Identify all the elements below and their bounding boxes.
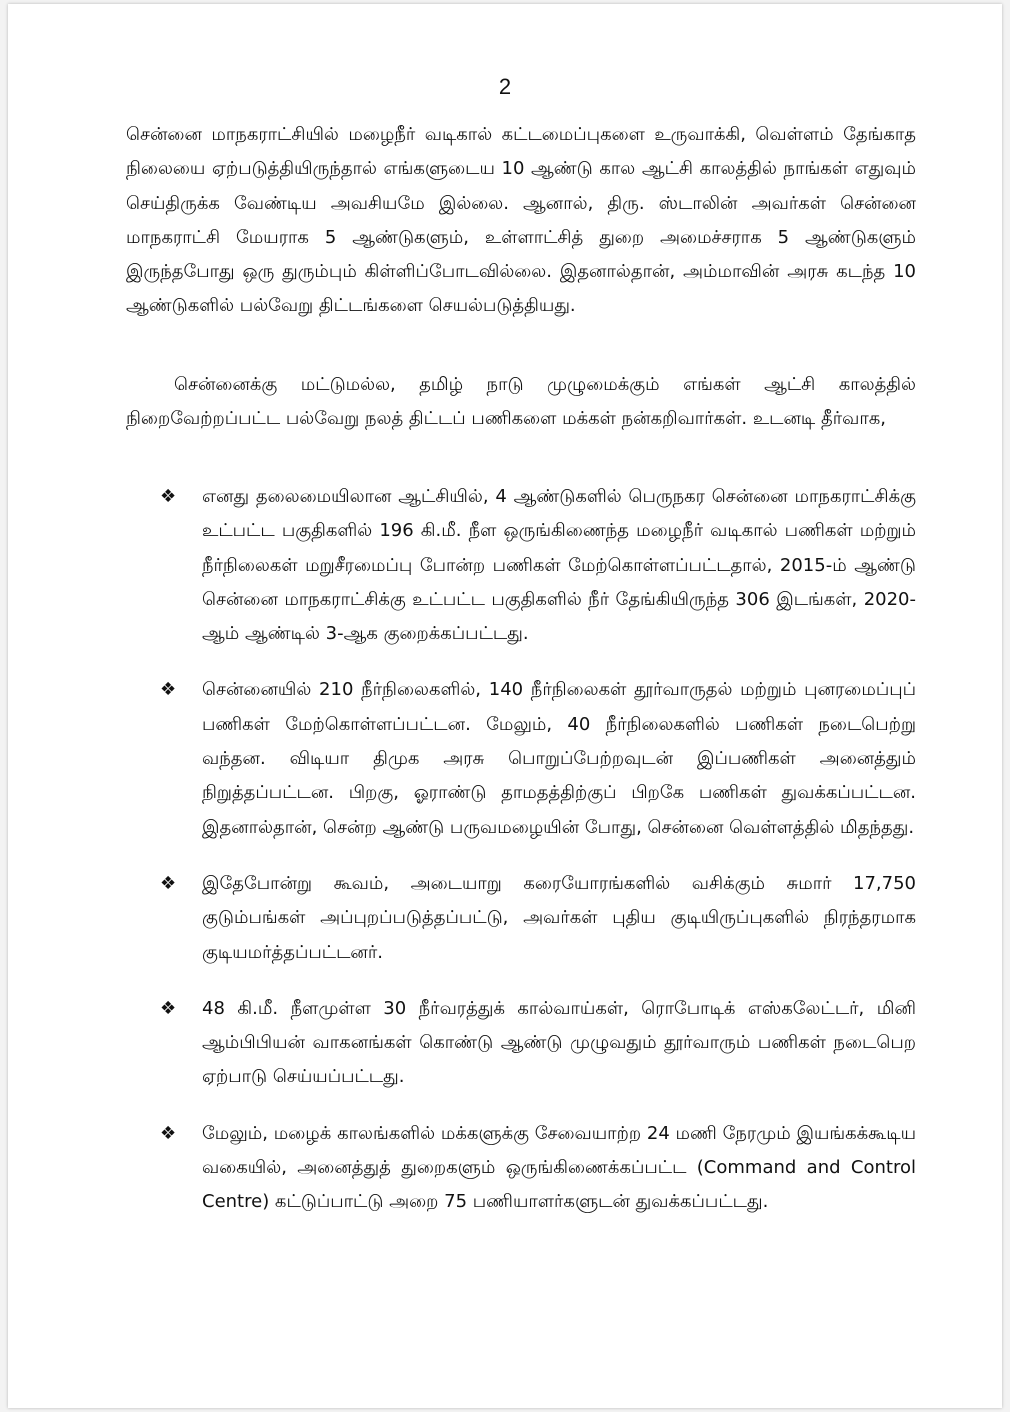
document-page (8, 4, 1002, 1408)
diamond-bullet-icon: ❖ (160, 872, 177, 894)
diamond-bullet-icon: ❖ (160, 679, 177, 701)
page-number: 2 (498, 74, 512, 99)
diamond-bullet-icon: ❖ (160, 997, 177, 1019)
bullet-item-3 (154, 867, 916, 970)
bullet-text-2: சென்னையில் 210 நீர்நிலைகளில், 140 நீர்நிலைகள் தூர்வாருதல் மற்றும் புனரமைப்புப் பணிகள் மேற்கொள்ளப்பட்டன. மேலும், 40 நீர்நிலைகளில் பணிகள் நடைபெற்று வந்தன. விடியா திமுக அரசு பொறுப்பேற்றவுடன் இப்பணிகள் அனைத்தும் நிறுத்தப்பட்டன. பிறகு, ஓராண்டு தாமதத்திற்குப் பிறகே பணிகள் துவக்கப்பட்டன. இதனால்தான், சென்ற ஆண்டு பருவமழையின் போது, சென்னை வெள்ளத்தில் மிதந்தது. (202, 679, 916, 838)
diamond-bullet-icon: ❖ (160, 1122, 177, 1144)
diamond-bullet-icon: ❖ (160, 486, 177, 507)
paragraph-2: சென்னைக்கு மட்டுமல்ல, தமிழ் நாடு முழுமைக்கும் எங்கள் ஆட்சி காலத்தில் நிறைவேற்றப்பட்ட பல்வேறு நலத் திட்டப் பணிகளை மக்கள் நன்கறிவார்கள். உடனடி தீர்வாக, (126, 374, 916, 430)
bullet-text-4: 48 கி.மீ. நீளமுள்ள 30 நீர்வரத்துக் கால்வாய்கள், ரொபோடிக் எஸ்கலேட்டர், மினி ஆம்பிபியன் வாகனங்கள் கொண்டு ஆண்டு முழுவதும் தூர்வாரும் பணிகள் நடைபெற ஏற்பாடு செய்யப்பட்டது. (202, 997, 916, 1088)
paragraph-1: சென்னை மாநகராட்சியில் மழைநீர் வடிகால் கட்டமைப்புகளை உருவாக்கி, வெள்ளம் தேங்காத நிலையை ஏற்படுத்தியிருந்தால் எங்களுடைய 10 ஆண்டு கால ஆட்சி காலத்தில் நாங்கள் எதுவும் செய்திருக்க வேண்டிய அவசியமே இல்லை. ஆனால், திரு. ஸ்டாலின் அவர்கள் சென்னை மாநகராட்சி மேயராக 5 ஆண்டுகளும், உள்ளாட்சித் துறை அமைச்சராக 5 ஆண்டுகளும் இருந்தபோது ஒரு துரும்பும் கிள்ளிப்போடவில்லை. இதனால்தான், அம்மாவின் அரசு கடந்த 10 ஆண்டுகளில் பல்வேறு திட்டங்களை செயல்படுத்தியது. (126, 124, 916, 317)
bullet-item-5 (154, 1117, 916, 1220)
bullet-text-5: மேலும், மழைக் காலங்களில் மக்களுக்கு சேவையாற்ற 24 மணி நேரமும் இயங்கக்கூடிய வகையில், அனைத்துத் துறைகளும் ஒருங்கிணைக்கப்பட்ட (Command and Control Centre) கட்டுப்பாட்டு அறை 75 பணியாளர்களுடன் துவக்கப்பட்டது. (202, 1122, 916, 1213)
bullet-text-3: இதேபோன்று கூவம், அடையாறு கரையோரங்களில் வசிக்கும் சுமார் 17,750 குடும்பங்கள் அப்புறப்படுத்தப்பட்டு, அவர்கள் புதிய குடியிருப்புகளில் நிரந்தரமாக குடியமர்த்தப்பட்டனர். (202, 872, 916, 963)
bullet-list (154, 480, 916, 1242)
bullet-item-2 (154, 673, 916, 844)
bullet-item-1 (154, 480, 916, 651)
bullet-item-4 (154, 992, 916, 1095)
bullet-text-1: எனது தலைமையிலான ஆட்சியில், 4 ஆண்டுகளில் பெருநகர சென்னை மாநகராட்சிக்கு உட்பட்ட பகுதிகளில் 196 கி.மீ. நீள ஒருங்கிணைந்த மழைநீர் வடிகால் பணிகள் மற்றும் நீர்நிலைகள் மறுசீரமைப்பு போன்ற பணிகள் மேற்கொள்ளப்பட்டதால், 2015-ம் ஆண்டு சென்னை மாநகராட்சிக்கு உட்பட்ட பகுதிகளில் நீர் தேங்கியிருந்த 306 இடங்கள், 2020-ஆம் ஆண்டில் 3-ஆக குறைக்கப்பட்டது. (202, 486, 916, 645)
